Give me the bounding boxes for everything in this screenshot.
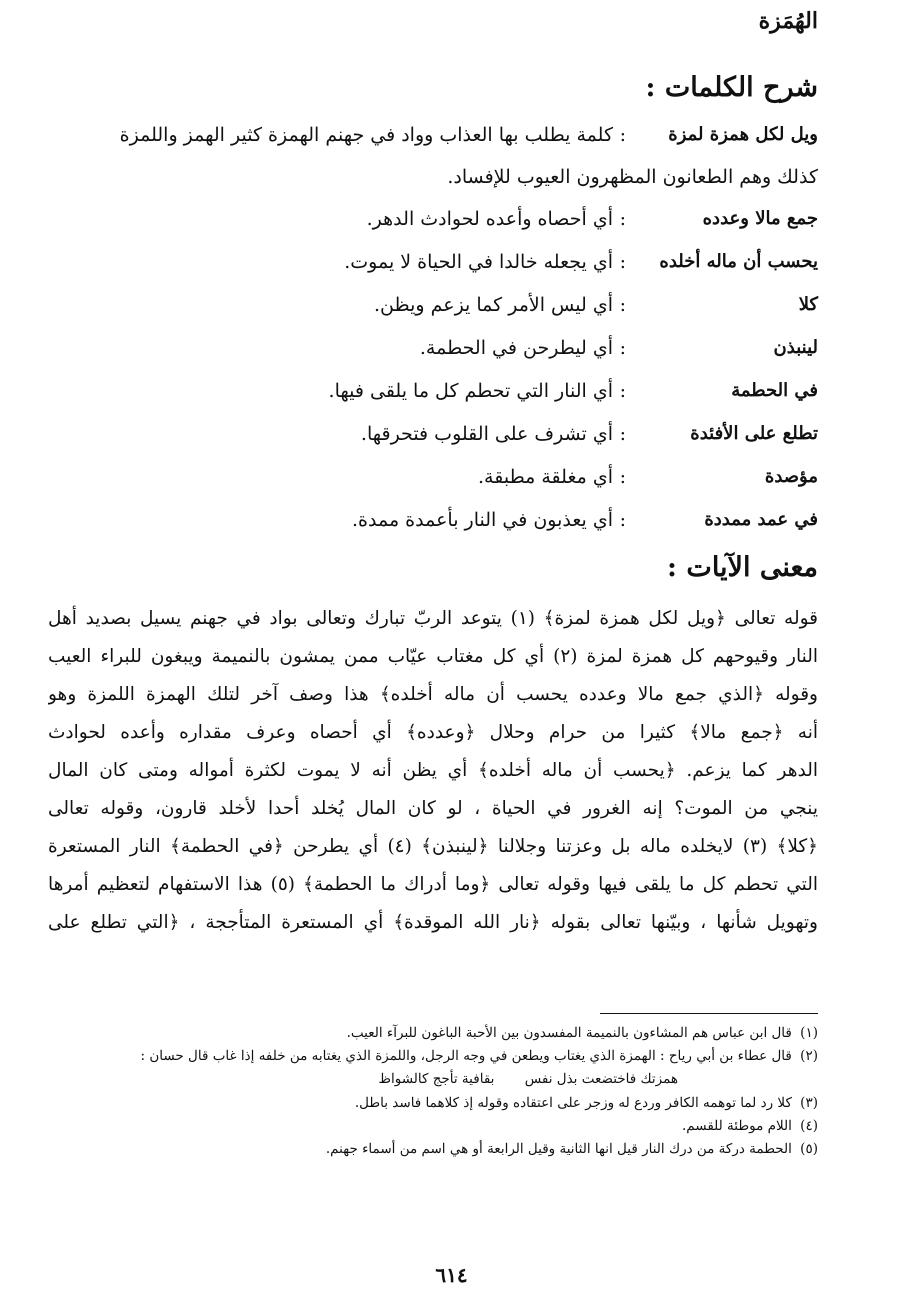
vocab-definition-continued: كذلك وهم الطعانون المظهرون العيوب للإفساد.: [447, 166, 818, 188]
paragraph-line: قوله تعالى ﴿ويل لكل همزة لمزة﴾ (١) يتوعد الربّ تبارك وتعالى بواد في جهنم يسيل بصديد أهل: [48, 608, 818, 629]
vocab-definition: أي النار التي تحطم كل ما يلقى فيها.: [328, 380, 613, 402]
vocab-definition: كلمة يطلب بها العذاب وواد في جهنم الهمزة كثير الهمز واللمزة: [119, 124, 613, 146]
verse-first-hemistich: همزتك فاختضعت بذل نفس: [524, 1071, 678, 1087]
vocab-definition: أي تشرف على القلوب فتحرقها.: [360, 423, 613, 445]
vocab-row: [58, 331, 818, 373]
footnote-text: قال ابن عباس هم المشاءون بالنميمة المفسدون بين الأحبة الباغون للبرآء العيب.: [346, 1025, 792, 1041]
footnote-number: (٢): [800, 1048, 818, 1064]
footnote-text: اللام موطئة للقسم.: [682, 1118, 792, 1134]
vocab-colon: :: [619, 423, 626, 445]
vocab-row: [58, 288, 818, 330]
paragraph-line: التي تحطم كل ما يلقى فيها وقوله تعالى ﴿وما أدراك ما الحطمة﴾ (٥) هذا الاستفهام لتعظيم أمرها: [48, 874, 818, 895]
footnote-text: كلا رد لما توهمه الكافر وردع له وزجر على اعتقاده وقوله إذ كلاهما فاسد باطل.: [354, 1095, 792, 1111]
footnote-number: (٤): [800, 1118, 818, 1134]
paragraph-line: وتهويل شأنها ، وبيّنها تعالى بقوله ﴿نار الله الموقدة﴾ أي المستعرة المتأججة ، ﴿التي تطلع على: [48, 912, 818, 933]
vocab-term: يحسب أن ماله أخلده: [659, 251, 818, 272]
footnote-text: الحطمة دركة من درك النار قيل انها الثانية وقيل الرابعة أو هي اسم من أسماء جهنم.: [325, 1141, 792, 1157]
vocabulary-heading: شرح الكلمات :: [645, 72, 818, 103]
vocab-colon: :: [619, 466, 626, 488]
running-title: الهُمَزة: [758, 8, 818, 34]
footnote-number: (٣): [800, 1095, 818, 1111]
vocab-term: في الحطمة: [731, 380, 818, 401]
vocab-row: [58, 118, 818, 202]
footnote: [58, 1045, 818, 1068]
paragraph-line: ﴿كلا﴾ (٣) لايخلده ماله بل وعزتنا وجلالنا ﴿لينبذن﴾ (٤) أي يطرحن ﴿في الحطمة﴾ النار المستعرة: [48, 836, 818, 857]
vocab-term: تطلع على الأفئدة: [690, 423, 818, 444]
vocab-definition: أي ليس الأمر كما يزعم ويظن.: [374, 294, 613, 316]
vocab-row: [58, 374, 818, 416]
vocab-definition: أي أحصاه وأعده لحوادث الدهر.: [366, 208, 613, 230]
vocab-row: [58, 503, 818, 545]
footnote: [58, 1115, 818, 1138]
footnote: [58, 1092, 818, 1115]
vocab-colon: :: [619, 251, 626, 273]
footnote-verse: [58, 1068, 818, 1090]
paragraph-line: الدهر كما يزعم. ﴿يحسب أن ماله أخلده﴾ أي يظن أنه لا يموت لكثرة أمواله ومتى كان المال: [48, 760, 818, 781]
vocab-definition: أي يعذبون في النار بأعمدة ممدة.: [352, 509, 613, 531]
meaning-heading: معنى الآيات :: [667, 552, 818, 583]
vocab-term: في عمد ممددة: [704, 509, 818, 530]
vocab-term: ويل لكل همزة لمزة: [668, 124, 818, 145]
vocab-colon: :: [619, 380, 626, 402]
footnote-number: (٥): [800, 1141, 818, 1157]
vocab-colon: :: [619, 337, 626, 359]
footnote-number: (١): [800, 1025, 818, 1041]
vocab-row: [58, 202, 818, 244]
meaning-paragraph: [48, 600, 818, 942]
footnote: [58, 1138, 818, 1161]
vocab-term: لينبذن: [773, 337, 818, 358]
vocab-row: [58, 245, 818, 287]
vocab-row: [58, 417, 818, 459]
vocab-colon: :: [619, 294, 626, 316]
footnote: [58, 1022, 818, 1045]
vocab-colon: :: [619, 208, 626, 230]
footnotes: [58, 1022, 818, 1161]
vocab-colon: :: [619, 124, 626, 146]
vocab-term: جمع مالا وعدده: [702, 208, 818, 229]
vocab-definition: أي يجعله خالدا في الحياة لا يموت.: [344, 251, 613, 273]
verse-second-hemistich: بقافية تأجج كالشواظ: [378, 1071, 495, 1087]
vocab-definition: أي ليطرحن في الحطمة.: [419, 337, 613, 359]
vocab-term: كلا: [798, 294, 818, 315]
paragraph-line: النار وقيوحهم كل همزة لمزة (٢) أي كل مغتاب عيّاب ممن يمشون بالنميمة ويبغون للبراء العيب: [48, 646, 818, 667]
vocab-term: مؤصدة: [764, 466, 818, 487]
vocab-definition: أي مغلقة مطبقة.: [478, 466, 613, 488]
paragraph-line: أنه ﴿جمع مالا﴾ كثيرا من حرام وحلال ﴿وعدده﴾ أي أحصاه وعرف مقداره وأعده لحوادث: [48, 722, 818, 743]
paragraph-line: وقوله ﴿الذي جمع مالا وعدده يحسب أن ماله أخلده﴾ هذا وصف آخر لتلك الهمزة اللمزة وهو: [48, 684, 818, 705]
footnote-divider: [600, 1013, 818, 1014]
paragraph-line: ينجي من الموت؟ إنه الغرور في الحياة ، لو كان المال يُخلد أحدا لأخلد قارون، وقوله تعالى: [48, 798, 818, 819]
page-number: ٦١٤: [435, 1263, 468, 1287]
footnote-text: قال عطاء بن أبي رياح : الهمزة الذي يغتاب ويطعن في وجه الرجل، واللمزة الذي يغتابه من خلفه إذا غاب قال حسان :: [140, 1048, 792, 1064]
vocab-row: [58, 460, 818, 502]
vocab-colon: :: [619, 509, 626, 531]
